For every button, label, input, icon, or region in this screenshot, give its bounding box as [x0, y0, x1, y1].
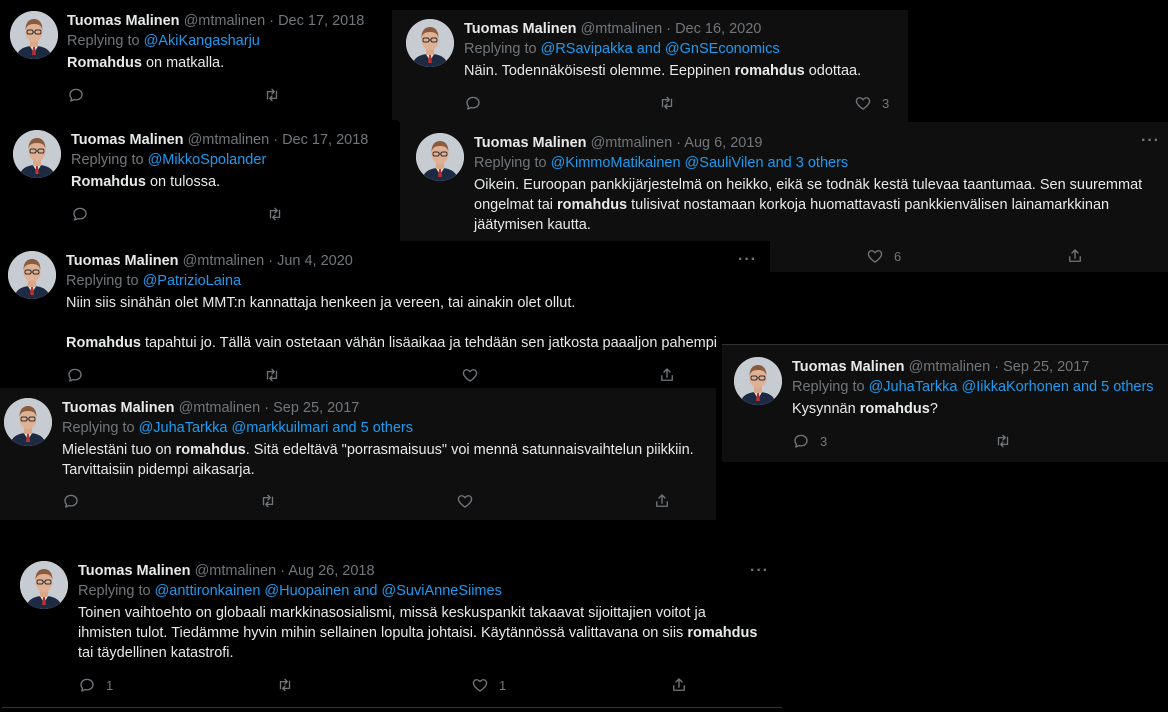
tweet-date[interactable]: Aug 26, 2018: [288, 563, 375, 579]
replying-to: [67, 31, 382, 52]
replying-prefix: Replying to: [67, 33, 140, 49]
avatar[interactable]: [416, 133, 464, 181]
text-part: on tulossa.: [145, 174, 221, 190]
more-dots-icon[interactable]: ···: [750, 562, 769, 579]
tweet-header: [474, 133, 1154, 153]
heart-icon: [854, 94, 872, 112]
tweet-text: [66, 293, 730, 353]
replying-prefix: Replying to: [792, 379, 865, 395]
replying-to: [464, 39, 898, 60]
author-name[interactable]: Tuomas Malinen: [62, 400, 175, 416]
share-icon: [653, 492, 671, 510]
like-button[interactable]: [854, 94, 889, 112]
text-part: Kysynnän: [792, 401, 860, 417]
tweet-header: [792, 357, 1158, 377]
reply-button[interactable]: [62, 492, 80, 510]
mention-link[interactable]: @JuhaTarkka @IikkaKorhonen and 5 others: [868, 379, 1154, 395]
tweet-date[interactable]: Dec 17, 2018: [282, 132, 369, 148]
tweet-date[interactable]: Dec 17, 2018: [278, 13, 365, 29]
like-count: 3: [882, 95, 890, 111]
highlight-word: romahdus: [175, 442, 246, 458]
tweet-text: [78, 603, 760, 663]
tweet-header: [67, 11, 382, 31]
speech-bubble-icon: [71, 205, 89, 223]
retweet-button[interactable]: [259, 492, 277, 510]
mention-link[interactable]: @PatrizioLaina: [142, 273, 242, 289]
retweet-button[interactable]: [276, 676, 294, 694]
mention-link[interactable]: @anttironkainen @Huopainen and @SuviAnneSiimes: [154, 583, 502, 599]
tweet-date[interactable]: Jun 4, 2020: [277, 253, 353, 269]
retweet-button[interactable]: [263, 86, 281, 104]
highlight-word: romahdus: [687, 625, 758, 641]
replying-prefix: Replying to: [71, 152, 144, 168]
author-name[interactable]: Tuomas Malinen: [67, 13, 180, 29]
tweet-date[interactable]: Dec 16, 2020: [675, 21, 762, 37]
author-name[interactable]: Tuomas Malinen: [71, 132, 184, 148]
text-part: on matkalla.: [141, 55, 225, 71]
replying-prefix: Replying to: [78, 583, 151, 599]
text-part: Toinen vaihtoehto on globaali markkinasosialismi, missä keskuspankit takaavat sijoittajien voitot ja ihmisten tulot. Tiedämme hyvin mihin sellainen lopulta johtaisi. Käytännössä valittavana on siis: [78, 605, 706, 641]
replying-prefix: Replying to: [62, 420, 135, 436]
like-button[interactable]: [461, 366, 479, 384]
tweet-card[interactable]: [722, 344, 1168, 462]
mention-link[interactable]: @MikkoSpolander: [147, 152, 267, 168]
replying-to: [792, 377, 1158, 398]
share-button[interactable]: [653, 492, 671, 510]
separator: ·: [676, 135, 682, 151]
separator: ·: [264, 400, 270, 416]
like-button[interactable]: [456, 492, 474, 510]
highlight-word: romahdus: [859, 401, 930, 417]
speech-bubble-icon: [792, 432, 810, 450]
tweet-header: [464, 19, 898, 39]
tweet-header: [71, 130, 388, 150]
avatar[interactable]: [10, 11, 58, 59]
separator: ·: [273, 132, 279, 148]
tweet-date[interactable]: Aug 6, 2019: [684, 135, 763, 151]
mention-link[interactable]: @KimmoMatikainen @SauliVilen and 3 others: [550, 155, 849, 171]
replying-prefix: Replying to: [464, 41, 537, 57]
retweet-icon: [259, 492, 277, 510]
avatar[interactable]: [734, 357, 782, 405]
reply-count: 3: [820, 433, 828, 449]
speech-bubble-icon: [78, 676, 96, 694]
reply-count: 1: [106, 677, 114, 693]
share-icon: [1066, 247, 1084, 265]
author-handle[interactable]: @mtmalinen: [580, 21, 663, 37]
share-button[interactable]: [1066, 247, 1084, 265]
replying-to: [78, 581, 760, 602]
highlight-word: Romahdus: [67, 55, 142, 71]
mention-link[interactable]: @JuhaTarkka @markkuilmari and 5 others: [138, 420, 414, 436]
author-name[interactable]: Tuomas Malinen: [78, 563, 191, 579]
separator: ·: [666, 21, 672, 37]
tweet-card[interactable]: [0, 0, 392, 115]
replying-prefix: Replying to: [66, 273, 139, 289]
author-name[interactable]: Tuomas Malinen: [474, 135, 587, 151]
author-handle[interactable]: @mtmalinen: [590, 135, 673, 151]
tweet-header: [66, 251, 730, 271]
heart-icon: [461, 366, 479, 384]
retweet-button[interactable]: [266, 205, 284, 223]
like-count: 1: [499, 677, 507, 693]
author-handle[interactable]: @mtmalinen: [187, 132, 270, 148]
mention-link[interactable]: @RSavipakka and @GnSEconomics: [540, 41, 780, 57]
text-part: . Sitä edeltävä "porrasmaisuus" voi mennä satunnaisvaihtelun piikkiin. Tarvittaisiin pidempi aikasarja.: [62, 442, 694, 478]
text-part: tapahtui jo. Tällä vain ostetaan vähän lisäaikaa ja tehdään sen jatkosta paaaljon pahempi: [140, 335, 718, 351]
separator: ·: [994, 359, 1000, 375]
retweet-icon: [263, 366, 281, 384]
highlight-word: Romahdus: [71, 174, 146, 190]
tweet-date[interactable]: Sep 25, 2017: [273, 400, 360, 416]
avatar[interactable]: [4, 398, 52, 446]
retweet-icon: [266, 205, 284, 223]
separator: ·: [268, 253, 274, 269]
tweet-header: [78, 561, 760, 581]
reply-button[interactable]: [792, 432, 827, 450]
replying-to: [474, 153, 1154, 174]
highlight-word: romahdus: [734, 63, 805, 79]
speech-bubble-icon: [464, 94, 482, 112]
retweet-icon: [263, 86, 281, 104]
tweet-card[interactable]: [2, 548, 782, 708]
retweet-button[interactable]: [658, 94, 676, 112]
tweet-date[interactable]: Sep 25, 2017: [1003, 359, 1090, 375]
like-button[interactable]: [866, 247, 901, 265]
avatar[interactable]: [20, 561, 68, 609]
author-name[interactable]: Tuomas Malinen: [464, 21, 577, 37]
reply-button[interactable]: [464, 94, 482, 112]
text-line: Niin siis sinähän olet MMT:n kannattaja henkeen ja vereen, tai ainakin olet ollut.: [66, 295, 576, 311]
speech-bubble-icon: [67, 86, 85, 104]
reply-button[interactable]: [66, 366, 84, 384]
text-part: odottaa.: [804, 63, 862, 79]
more-dots-icon[interactable]: ···: [1141, 132, 1160, 149]
text-part: tai täydellinen katastrofi.: [78, 645, 234, 661]
retweet-button[interactable]: [263, 366, 281, 384]
separator: ·: [280, 563, 286, 579]
author-handle[interactable]: @mtmalinen: [182, 253, 265, 269]
reply-button[interactable]: [67, 86, 85, 104]
reply-button[interactable]: [78, 676, 113, 694]
author-handle[interactable]: @mtmalinen: [183, 13, 266, 29]
avatar[interactable]: [8, 251, 56, 299]
tweet-text: [474, 175, 1154, 235]
more-dots-icon[interactable]: ···: [738, 251, 757, 268]
retweet-icon: [276, 676, 294, 694]
share-icon: [670, 676, 688, 694]
author-name[interactable]: Tuomas Malinen: [66, 253, 179, 269]
heart-icon: [866, 247, 884, 265]
text-part: Näin. Todennäköisesti olemme. Eeppinen: [464, 63, 735, 79]
retweet-icon: [994, 432, 1012, 450]
retweet-button[interactable]: [994, 432, 1012, 450]
replying-prefix: Replying to: [474, 155, 547, 171]
share-button[interactable]: [670, 676, 688, 694]
heart-icon: [471, 676, 489, 694]
text-part: tulisivat nostamaan korkoja huomattavasti pankkienvälisen lainamarkkinan jäätymisen kautta.: [474, 197, 1110, 233]
tweet-card[interactable]: [0, 120, 398, 238]
tweet-text: [71, 172, 388, 192]
tweet-card[interactable]: [0, 241, 770, 389]
tweet-text: [62, 440, 704, 480]
tweet-text: [464, 61, 898, 81]
highlight-word: romahdus: [557, 197, 628, 213]
tweet-card[interactable]: [392, 10, 908, 122]
tweet-text: [792, 399, 1158, 419]
like-button[interactable]: [471, 676, 506, 694]
avatar[interactable]: [13, 130, 61, 178]
replying-to: [66, 271, 730, 292]
replying-to: [62, 418, 704, 439]
retweet-icon: [658, 94, 676, 112]
tweet-header: [62, 398, 704, 418]
separator: ·: [269, 13, 275, 29]
author-handle[interactable]: @mtmalinen: [908, 359, 991, 375]
author-handle[interactable]: @mtmalinen: [178, 400, 261, 416]
like-count: 6: [894, 248, 902, 264]
speech-bubble-icon: [62, 492, 80, 510]
reply-button[interactable]: [71, 205, 89, 223]
author-handle[interactable]: @mtmalinen: [194, 563, 277, 579]
heart-icon: [456, 492, 474, 510]
share-button[interactable]: [658, 366, 676, 384]
tweet-text: [67, 53, 382, 73]
speech-bubble-icon: [66, 366, 84, 384]
author-name[interactable]: Tuomas Malinen: [792, 359, 905, 375]
tweet-card[interactable]: [0, 388, 716, 520]
text-part: ?: [929, 401, 938, 417]
replying-to: [71, 150, 388, 171]
highlight-word: Romahdus: [66, 335, 141, 351]
share-icon: [658, 366, 676, 384]
avatar[interactable]: [406, 19, 454, 67]
text-part: Mielestäni tuo on: [62, 442, 176, 458]
mention-link[interactable]: @AkiKangasharju: [143, 33, 260, 49]
text-part: Oikein. Euroopan pankkijärjestelmä on heikko, eikä se todnäk kestä tulevaa taantumaa. Sen suuremmat ongelmat tai: [474, 177, 1143, 213]
